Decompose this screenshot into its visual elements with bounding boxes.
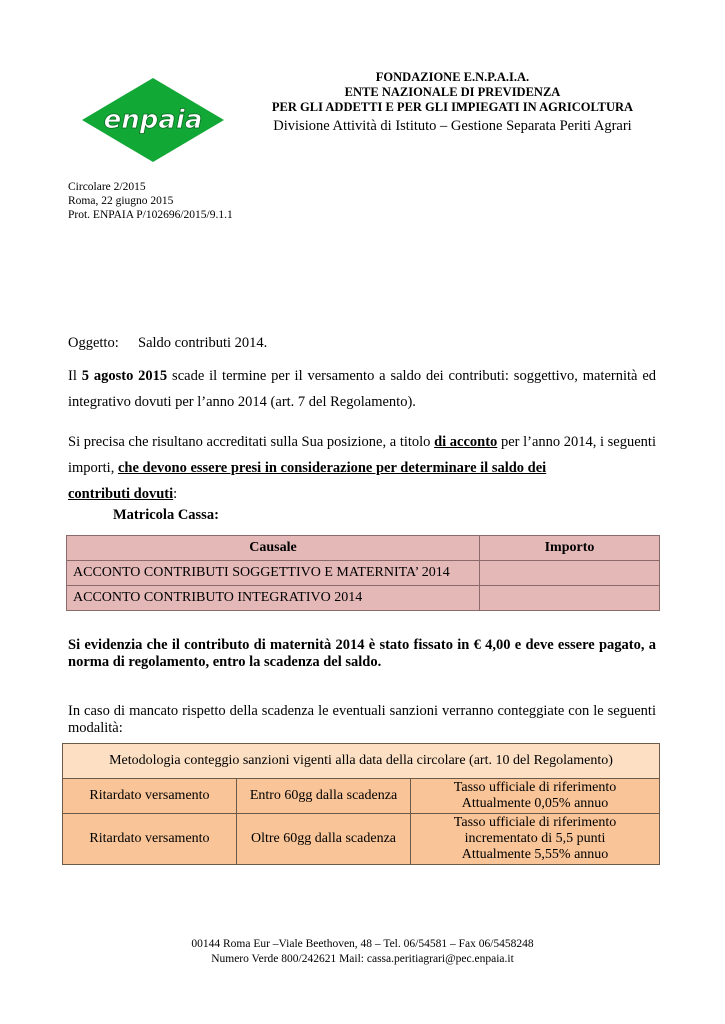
sanctions-title-row [63, 744, 660, 779]
paragraph-deadline [68, 363, 656, 415]
sanction-period: Entro 60gg dalla scadenza [237, 779, 411, 814]
circular-number: Circolare 2/2015 [68, 181, 146, 193]
sanction-type: Ritardato versamento [63, 779, 237, 814]
header-line-1: FONDAZIONE E.N.P.A.I.A. [375, 70, 530, 84]
enpaia-logo [82, 78, 224, 162]
table-row [67, 586, 660, 611]
sanctions-title: Metodologia conteggio sanzioni vigenti alla data della circolare (art. 10 del Regolamento) [63, 744, 660, 779]
footer [0, 937, 725, 967]
header-line-3: PER GLI ADDETTI E PER GLI IMPIEGATI IN AGRICOLTURA [271, 100, 634, 114]
subject-text: Saldo contributi 2014. [138, 335, 268, 351]
rate-line: Attualmente 0,05% annuo [461, 796, 609, 811]
footer-address: 00144 Roma Eur –Viale Beethoven, 48 – Tel. 06/54581 – Fax 06/5458248 [191, 938, 534, 950]
para2-pre: Si precisa che risultano accreditati sulla Sua posizione, a titolo [68, 434, 435, 450]
subject-label: Oggetto: [68, 335, 119, 351]
footer-contacts: Numero Verde 800/242621 Mail: cassa.peritiagrari@pec.enpaia.it [211, 953, 514, 965]
col-importo: Importo [480, 536, 660, 561]
row-causale: ACCONTO CONTRIBUTO INTEGRATIVO 2014 [67, 586, 480, 611]
deadline-date: 5 agosto 2015 [81, 368, 168, 384]
table-row [67, 561, 660, 586]
letterhead [230, 70, 675, 136]
para2-strong2: contributi dovuti [68, 486, 174, 502]
paragraph-sanctions: In caso di mancato rispetto della scadenza le eventuali sanzioni verranno conteggiate con le seguenti modalità: [68, 703, 656, 736]
protocol-number: Prot. ENPAIA P/102696/2015/9.1.1 [68, 209, 233, 221]
col-causale: Causale [67, 536, 480, 561]
maternity-note: Si evidenzia che il contributo di maternità 2014 è stato fissato in € 4,00 e deve essere pagato, a norma di regolamento, entro la scadenza del saldo. [68, 637, 656, 670]
para2-emph: di acconto [434, 434, 498, 450]
accounts-table [66, 535, 660, 611]
para2-mid: per l’anno 2014, i seguenti importi, [68, 434, 656, 476]
para1-pre: Il [68, 368, 82, 384]
rate-line: Attualmente 5,55% annuo [461, 847, 609, 862]
para2-end: : [173, 486, 178, 502]
header-division: Divisione Attività di Istituto – Gestione Separata Periti Agrari [273, 118, 632, 134]
para2-strong1: che devono essere presi in considerazione per determinare il saldo dei [117, 460, 547, 476]
circular-meta [68, 180, 233, 222]
table-row [63, 779, 660, 814]
logo-text: enpaia [103, 105, 203, 135]
table-row [63, 814, 660, 865]
header-line-2: ENTE NAZIONALE DI PREVIDENZA [344, 85, 561, 99]
sanction-rate [411, 779, 660, 814]
rate-line: Tasso ufficiale di riferimento [453, 815, 617, 830]
sanction-rate [411, 814, 660, 865]
rate-line: Tasso ufficiale di riferimento [453, 780, 617, 795]
rate-line: incrementato di 5,5 punti [464, 831, 606, 846]
subject-line [68, 330, 656, 356]
matricola-label: Matricola Cassa: [113, 507, 219, 523]
sanction-type: Ritardato versamento [63, 814, 237, 865]
table-header-row [67, 536, 660, 561]
sanction-period: Oltre 60gg dalla scadenza [237, 814, 411, 865]
circular-date: Roma, 22 giugno 2015 [68, 195, 174, 207]
row-causale: ACCONTO CONTRIBUTI SOGGETTIVO E MATERNITA’ 2014 [67, 561, 480, 586]
sanctions-table [62, 743, 660, 865]
paragraph-accounts [68, 429, 656, 507]
row-importo [480, 561, 660, 586]
row-importo [480, 586, 660, 611]
para1-post: scade il termine per il versamento a saldo dei contributi: soggettivo, maternità ed integrativo dovuti per l’anno 2014 (art. 7 del Regolamento). [68, 368, 657, 410]
